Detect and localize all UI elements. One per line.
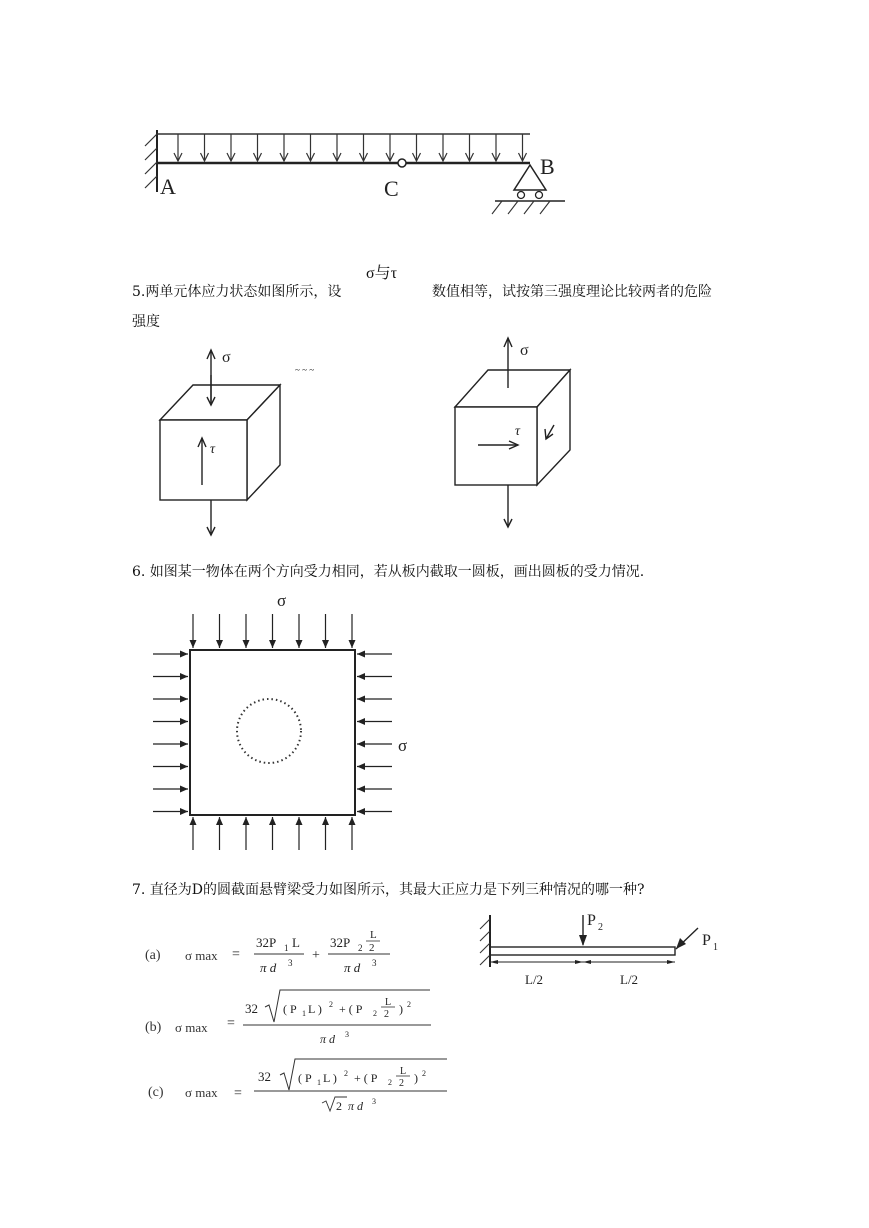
- option-b-sigma: σ max: [175, 1020, 208, 1035]
- option-a-sigma: σ max: [185, 948, 218, 963]
- sigma-right: σ: [520, 342, 529, 359]
- svg-text:): ): [399, 1002, 403, 1016]
- svg-text:1: 1: [284, 943, 289, 953]
- svg-text:3: 3: [345, 1030, 349, 1039]
- label-b: B: [540, 154, 555, 179]
- svg-text:32: 32: [245, 1001, 258, 1016]
- svg-text:3: 3: [372, 1097, 376, 1106]
- svg-text:1: 1: [302, 1009, 306, 1018]
- formula-c: [232, 1055, 457, 1120]
- load-arrow-head: [322, 640, 329, 648]
- load-arrow-head: [357, 651, 365, 658]
- svg-text:2: 2: [336, 1099, 342, 1113]
- plate-figure: [135, 588, 425, 863]
- load-arrow-head: [296, 640, 303, 648]
- label-a: A: [160, 174, 176, 199]
- svg-text:L: L: [385, 997, 392, 1008]
- formula-b: [225, 985, 440, 1050]
- svg-text:L: L: [292, 935, 300, 950]
- svg-text:3: 3: [372, 958, 377, 968]
- tau-right: τ: [515, 424, 521, 439]
- load-arrow-head: [269, 817, 276, 825]
- load-arrow-head: [180, 808, 188, 815]
- sigma-top: σ: [277, 591, 287, 610]
- p2-label: P: [587, 912, 596, 929]
- load-arrow-head: [357, 696, 365, 703]
- svg-text:( P: ( P: [298, 1071, 312, 1085]
- load-arrow-head: [243, 817, 250, 825]
- svg-text:=: =: [234, 1086, 242, 1101]
- svg-text:π d: π d: [260, 960, 277, 975]
- load-arrow-head: [190, 817, 197, 825]
- svg-text:=: =: [232, 947, 240, 962]
- svg-text:+ ( P: + ( P: [354, 1071, 378, 1085]
- dim-right: L/2: [620, 972, 639, 987]
- load-arrow-head: [180, 718, 188, 725]
- distributed-load: [174, 134, 527, 161]
- load-arrow-head: [322, 817, 329, 825]
- svg-text:+ ( P: + ( P: [339, 1002, 363, 1016]
- svg-text:32P: 32P: [330, 935, 351, 950]
- svg-text:2: 2: [388, 1078, 392, 1087]
- svg-text:L ): L ): [308, 1002, 322, 1016]
- svg-text:L ): L ): [323, 1071, 337, 1085]
- svg-text:2: 2: [598, 922, 603, 933]
- load-arrow-head: [180, 786, 188, 793]
- svg-text:3: 3: [288, 958, 293, 968]
- svg-text:L: L: [370, 929, 377, 941]
- beam-figure: [130, 110, 580, 240]
- load-arrow-head: [180, 696, 188, 703]
- load-arrow-head: [349, 640, 356, 648]
- svg-text:2: 2: [369, 942, 375, 954]
- option-b-label: (b): [145, 1020, 162, 1035]
- dotted-circle: [237, 699, 301, 763]
- load-arrow-head: [357, 673, 365, 680]
- cantilever-figure: [470, 905, 740, 995]
- load-arrow-head: [216, 817, 223, 825]
- formula-a: [230, 925, 430, 980]
- q7-text: 7. 直径为D的圆截面悬臂梁受力如图所示，其最大正应力是下列三种情况的哪一种?: [132, 882, 645, 898]
- option-c-label: (c): [148, 1085, 164, 1100]
- svg-text:2: 2: [344, 1069, 348, 1078]
- option-a-label: (a): [145, 948, 161, 963]
- load-arrow-head: [190, 640, 197, 648]
- svg-text:): ): [414, 1071, 418, 1085]
- svg-text:π d: π d: [348, 1099, 364, 1113]
- svg-text:32P: 32P: [256, 935, 277, 950]
- sigma-left: σ: [222, 349, 231, 366]
- svg-text:2: 2: [358, 943, 363, 953]
- svg-text:1: 1: [713, 942, 718, 953]
- load-arrow-head: [349, 817, 356, 825]
- q5-line1: [132, 282, 341, 302]
- load-arrow-head: [357, 808, 365, 815]
- sigma-side: σ: [398, 736, 408, 755]
- stress-elements-figure: [135, 335, 635, 545]
- load-arrow-head: [180, 651, 188, 658]
- svg-text:2: 2: [407, 1000, 411, 1009]
- load-arrow-head: [296, 817, 303, 825]
- hinge-c: [398, 159, 406, 167]
- load-arrow-head: [180, 673, 188, 680]
- tau-left: τ: [210, 442, 216, 457]
- p1-label: P: [702, 932, 711, 949]
- load-arrow-head: [357, 763, 365, 770]
- label-c: C: [384, 176, 399, 201]
- q5-text-before: 5.两单元体应力状态如图所示，设: [132, 284, 342, 300]
- svg-text:L: L: [400, 1066, 407, 1077]
- svg-text:1: 1: [317, 1078, 321, 1087]
- faint-marks: ~ ~ ~: [295, 365, 315, 375]
- q5-inline-symbols: σ与τ: [366, 265, 398, 282]
- svg-text:=: =: [227, 1016, 235, 1031]
- option-c-sigma: σ max: [185, 1085, 218, 1100]
- q5-text-line2: 强度: [132, 314, 160, 330]
- load-arrow-head: [243, 640, 250, 648]
- load-arrow-head: [357, 786, 365, 793]
- q5-text-after: 数值相等，试按第三强度理论比较两者的危险: [432, 284, 712, 300]
- load-arrow-head: [180, 763, 188, 770]
- svg-text:+: +: [312, 948, 320, 963]
- q6-text: 6. 如图某一物体在两个方向受力相同，若从板内截取一圆板，画出圆板的受力情况.: [132, 564, 645, 580]
- load-arrow-head: [180, 741, 188, 748]
- svg-text:π d: π d: [320, 1032, 336, 1046]
- load-arrow-head: [357, 741, 365, 748]
- svg-text:π d: π d: [344, 960, 361, 975]
- load-arrow-head: [269, 640, 276, 648]
- load-arrow-head: [357, 718, 365, 725]
- svg-text:2: 2: [373, 1009, 377, 1018]
- dim-left: L/2: [525, 972, 544, 987]
- svg-text:2: 2: [422, 1069, 426, 1078]
- svg-text:2: 2: [399, 1078, 404, 1089]
- svg-text:32: 32: [258, 1069, 271, 1084]
- load-arrow-head: [216, 640, 223, 648]
- svg-text:2: 2: [384, 1009, 389, 1020]
- svg-text:2: 2: [329, 1000, 333, 1009]
- svg-text:( P: ( P: [283, 1002, 297, 1016]
